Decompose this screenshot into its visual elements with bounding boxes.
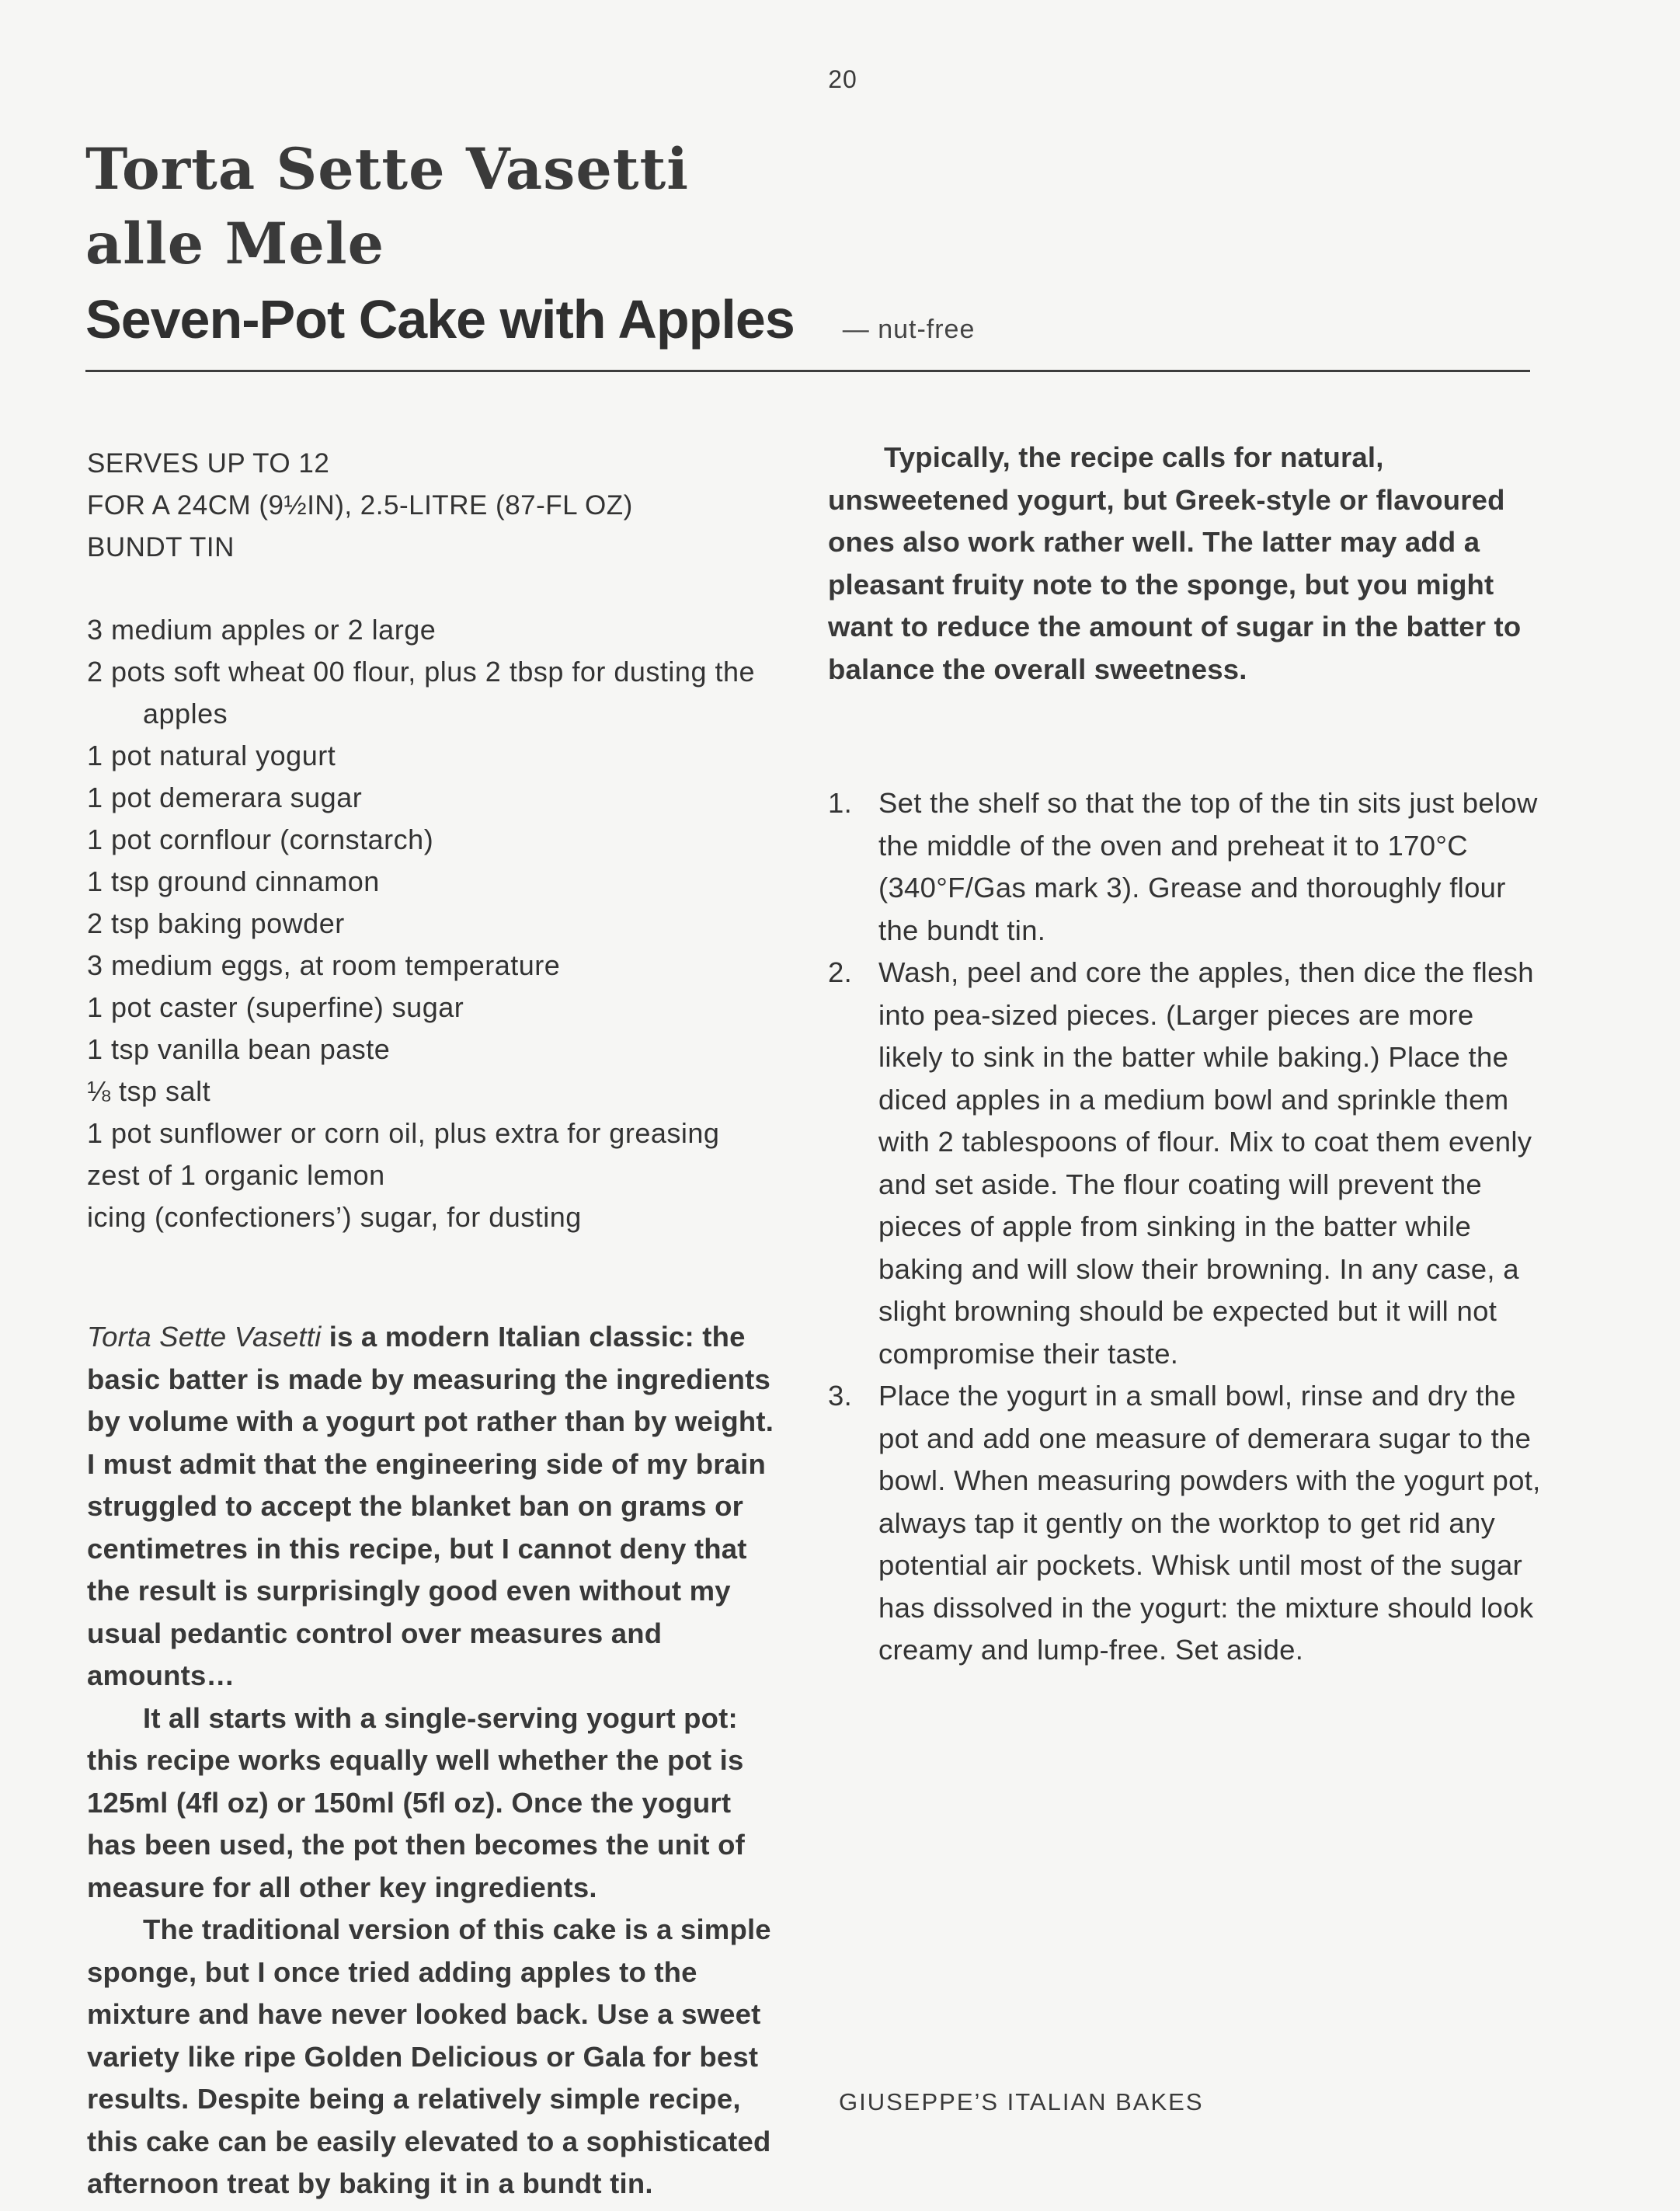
- ingredient-item: 2 tsp baking powder: [87, 907, 345, 939]
- method-steps: [828, 782, 1543, 1672]
- ingredient-item: 1 pot demerara sugar: [87, 782, 363, 813]
- step-number: 3.: [828, 1380, 853, 1412]
- title-english-row: [85, 284, 1530, 354]
- ingredient-item: 1 pot natural yogurt: [87, 740, 336, 771]
- ingredient-item: 1 tsp vanilla bean paste: [87, 1033, 391, 1065]
- ingredient-item: 3 medium apples or 2 large: [87, 614, 437, 646]
- intro-text-left: [87, 1316, 786, 2206]
- right-column: [828, 437, 1543, 1672]
- ingredient-item: 1 tsp ground cinnamon: [87, 865, 380, 897]
- intro-p1-text: is a modern Italian classic: the basic batter is made by measuring the ingredients by volume with a yogurt pot rather than by weight. I must admit that the engineering side of my brain struggled to accept the blanket ban on grams or centimetres in this recipe, but I cannot deny that the result is surprisingly good even without my usual pedantic control over measures and amounts…: [87, 1321, 774, 1691]
- method-step: [828, 1375, 1543, 1672]
- ingredient-item: 1 pot cornflour (cornstarch): [87, 823, 434, 855]
- tin-type-line: BUNDT TIN: [87, 532, 235, 562]
- page-number: 20: [828, 65, 857, 93]
- ingredient-item: zest of 1 organic lemon: [87, 1159, 385, 1191]
- intro-paragraph-1: [87, 1316, 786, 1697]
- method-step: [828, 952, 1543, 1375]
- intro-italic-title: Torta Sette Vasetti: [87, 1321, 322, 1353]
- step-text: Wash, peel and core the apples, then dice the flesh into pea-sized pieces. (Larger pieces are more likely to sink in the batter while baking.) Place the diced apples in a medium bowl and sprinkle them with 2 tablespoons of flour. Mix to coat them evenly and set aside. The flour coating will prevent the pieces of apple from sinking in the batter while baking and will slow their browning. In any case, a slight browning should be expected but it will not compromise their taste.: [878, 956, 1534, 1370]
- intro-text-right: [828, 437, 1543, 691]
- step-number: 2.: [828, 956, 853, 988]
- intro-paragraph-4: Typically, the recipe calls for natural, unsweetened yogurt, but Greek-style or flavoured ones also work rather well. The latter may add a pleasant fruity note to the sponge, but you might want to reduce the amount of sugar in the batter to balance the overall sweetness.: [828, 441, 1522, 685]
- ingredient-list: [87, 609, 786, 1238]
- serves-info: [87, 443, 786, 569]
- serves-line: SERVES UP TO 12: [87, 448, 330, 479]
- step-text: Set the shelf so that the top of the tin sits just below the middle of the oven and preheat it to 170°C (340°F/Gas mark 3). Grease and thoroughly flour the bundt tin.: [878, 787, 1538, 946]
- book-footer: GIUSEPPE’S ITALIAN BAKES: [839, 2088, 1204, 2115]
- recipe-title-block: [85, 132, 1530, 354]
- recipe-title-italian: [85, 132, 1530, 281]
- ingredient-item: 2 pots soft wheat 00 flour, plus 2 tbsp for dusting the apples: [87, 656, 756, 729]
- title-italian-line2: alle Mele: [85, 211, 385, 277]
- ingredient-item: 3 medium eggs, at room temperature: [87, 949, 561, 981]
- ingredient-item: ⅛ tsp salt: [87, 1075, 211, 1107]
- left-column: [87, 443, 786, 2206]
- intro-paragraph-2: It all starts with a single-serving yogurt pot: this recipe works equally well whether the pot is 125ml (4fl oz) or 150ml (5fl oz). Once the yogurt has been used, the pot then becomes the unit of measure for all other key ingredients.: [87, 1701, 745, 1903]
- step-number: 1.: [828, 787, 853, 819]
- method-step: [828, 782, 1543, 952]
- ingredient-item: 1 pot caster (superfine) sugar: [87, 991, 464, 1023]
- tin-size-line: FOR A 24CM (9½IN), 2.5-LITRE (87-FL OZ): [87, 490, 633, 521]
- ingredient-item: 1 pot sunflower or corn oil, plus extra for greasing: [87, 1117, 720, 1149]
- title-divider: [85, 370, 1530, 372]
- intro-paragraph-3: The traditional version of this cake is a simple sponge, but I once tried adding apples to the mixture and have never looked back. Use a sweet variety like ripe Golden Delicious or Gala for best results. Despite being a relatively simple recipe, this cake can be easily elevated to a sophisticated afternoon treat by baking it in a bundt tin.: [87, 1913, 771, 2199]
- ingredient-item: icing (confectioners’) sugar, for dusting: [87, 1201, 582, 1233]
- dietary-tag: — nut-free: [842, 315, 976, 344]
- title-italian-line1: Torta Sette Vasetti: [85, 136, 689, 203]
- recipe-title-english: Seven-Pot Cake with Apples: [85, 289, 795, 350]
- step-text: Place the yogurt in a small bowl, rinse and dry the pot and add one measure of demerara sugar to the bowl. When measuring powders with the yogurt pot, always tap it gently on the worktop to get rid any potential air pockets. Whisk until most of the sugar has dissolved in the yogurt: the mixture should look creamy and lump-free. Set aside.: [878, 1380, 1541, 1666]
